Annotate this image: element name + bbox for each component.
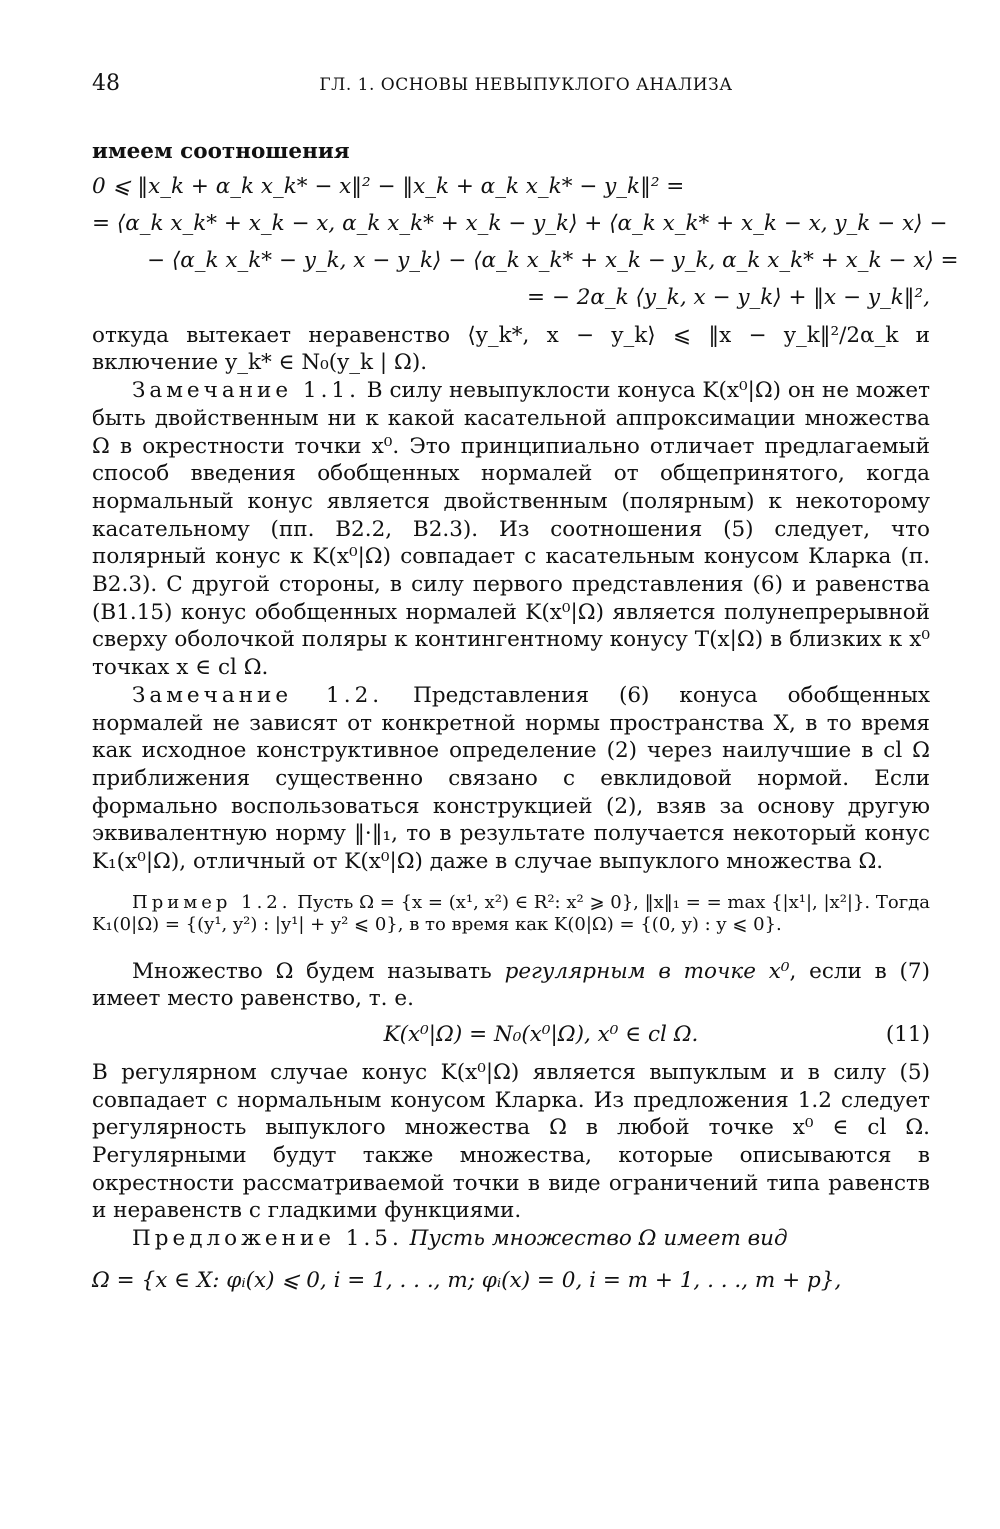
regular-def-after: , если в (7) имеет место равенство, т. е.	[92, 958, 931, 1012]
running-title: ГЛ. 1. ОСНОВЫ НЕВЫПУКЛОГО АНАЛИЗА	[319, 75, 733, 95]
proposition-1-5-text: Пусть множество Ω имеет вид	[402, 1226, 788, 1252]
equation-11-number: (11)	[885, 1022, 930, 1048]
page-header	[92, 70, 930, 100]
page-number: 48	[92, 71, 120, 96]
remark-1-1	[92, 377, 930, 682]
equation-line: − ⟨α_k x_k* − y_k, x − y_k⟩ − ⟨α_k x_k* + x_k − y_k, α_k x_k* + x_k − x⟩ =	[147, 247, 959, 273]
equation-line: 0 ⩽ ‖x_k + α_k x_k* − x‖² − ‖x_k + α_k x_k* − y_k‖² =	[92, 173, 685, 199]
regular-definition	[92, 958, 930, 1013]
intro-line: имеем соотношения	[92, 139, 350, 164]
remark-1-2-label: Замечание 1.2.	[132, 682, 384, 708]
omega-definition-formula: Ω = {x ∈ X: φᵢ(x) ⩽ 0, i = 1, . . ., m; φᵢ(x) = 0, i = m + 1, . . ., m + p},	[92, 1267, 842, 1293]
proposition-1-5-label: Предложение 1.5.	[132, 1226, 403, 1252]
proposition-1-5	[92, 1225, 930, 1253]
example-1-2-label: Пример 1.2.	[132, 891, 292, 913]
remark-1-2-text: Представления (6) конуса обобщенных нормалей не зависят от конкретной нормы пространства X, в то время как исходное конструктивное определение (2) через наилучшие в cl Ω приближения существенно связано с евклидовой нормой. Если формально воспользоваться конструкцией (2), взяв за основу другую эквивалентную норму ‖·‖₁, то в результате получается некоторый конус K₁(x⁰|Ω), отличный от K(x⁰|Ω) даже в случае выпуклого множества Ω.	[92, 682, 931, 875]
equation-line: = ⟨α_k x_k* + x_k − x, α_k x_k* + x_k − y_k⟩ + ⟨α_k x_k* + x_k − x, y_k − x⟩ −	[92, 210, 948, 236]
remark-1-1-text: В силу невыпуклости конуса K(x⁰|Ω) он не может быть двойственным ни к какой касательной аппроксимации множества Ω в окрестности точки x⁰. Это принципиально отличает предлагаемый способ введения обобщенных нормалей от общепринятого, когда нормальный конус является двойственным (полярным) к некоторому касательному (пп. B2.2, B2.3). Из соотношения (5) следует, что полярный конус к K(x⁰|Ω) совпадает с касательным конусом Кларка (п. B2.3). С другой стороны, в силу первого представления (6) и равенства (B1.15) конус обобщенных нормалей K(x⁰|Ω) является полунепрерывной сверху оболочкой поляры к контингентному конусу T(x|Ω) в близких к x⁰ точках x ∈ cl Ω.	[92, 378, 930, 681]
equation-11-formula: K(x⁰|Ω) = N₀(x⁰|Ω), x⁰ ∈ cl Ω.	[383, 1022, 699, 1048]
equation-line: = − 2α_k ⟨y_k, x − y_k⟩ + ‖x − y_k‖²,	[527, 284, 930, 310]
equation-11	[92, 1021, 930, 1049]
regular-def-before: Множество Ω будем называть	[132, 958, 505, 984]
after-equation-paragraph: откуда вытекает неравенство ⟨y_k*, x − y_k⟩ ⩽ ‖x − y_k‖²/2α_k и включение y_k* ∈ N₀(y_k | Ω).	[92, 322, 930, 376]
example-1-2-text: Пусть Ω = {x = (x¹, x²) ∈ R²: x² ⩾ 0}, ‖x‖₁ = = max {|x¹|, |x²|}. Тогда K₁(0|Ω) = {(y¹, y²) : |y¹| + y² ⩽ 0}, в то время как K(0|Ω) = {(0, y) : y ⩽ 0}.	[92, 891, 930, 935]
equation-block	[92, 168, 959, 316]
example-1-2	[92, 892, 930, 936]
regular-case-paragraph: В регулярном случае конус K(x⁰|Ω) является выпуклым и в силу (5) совпадает с нормальным конусом Кларка. Из предложения 1.2 следует регулярность выпуклого множества Ω в любой точке x⁰ ∈ cl Ω. Регулярными будут также множества, которые описываются в окрестности рассматриваемой точки в виде ограничений типа равенств и неравенств с гладкими функциями.	[92, 1059, 930, 1224]
regular-def-italic: регулярным в точке x⁰	[504, 958, 790, 984]
remark-1-2	[92, 682, 930, 876]
remark-1-1-label: Замечание 1.1.	[132, 378, 360, 404]
